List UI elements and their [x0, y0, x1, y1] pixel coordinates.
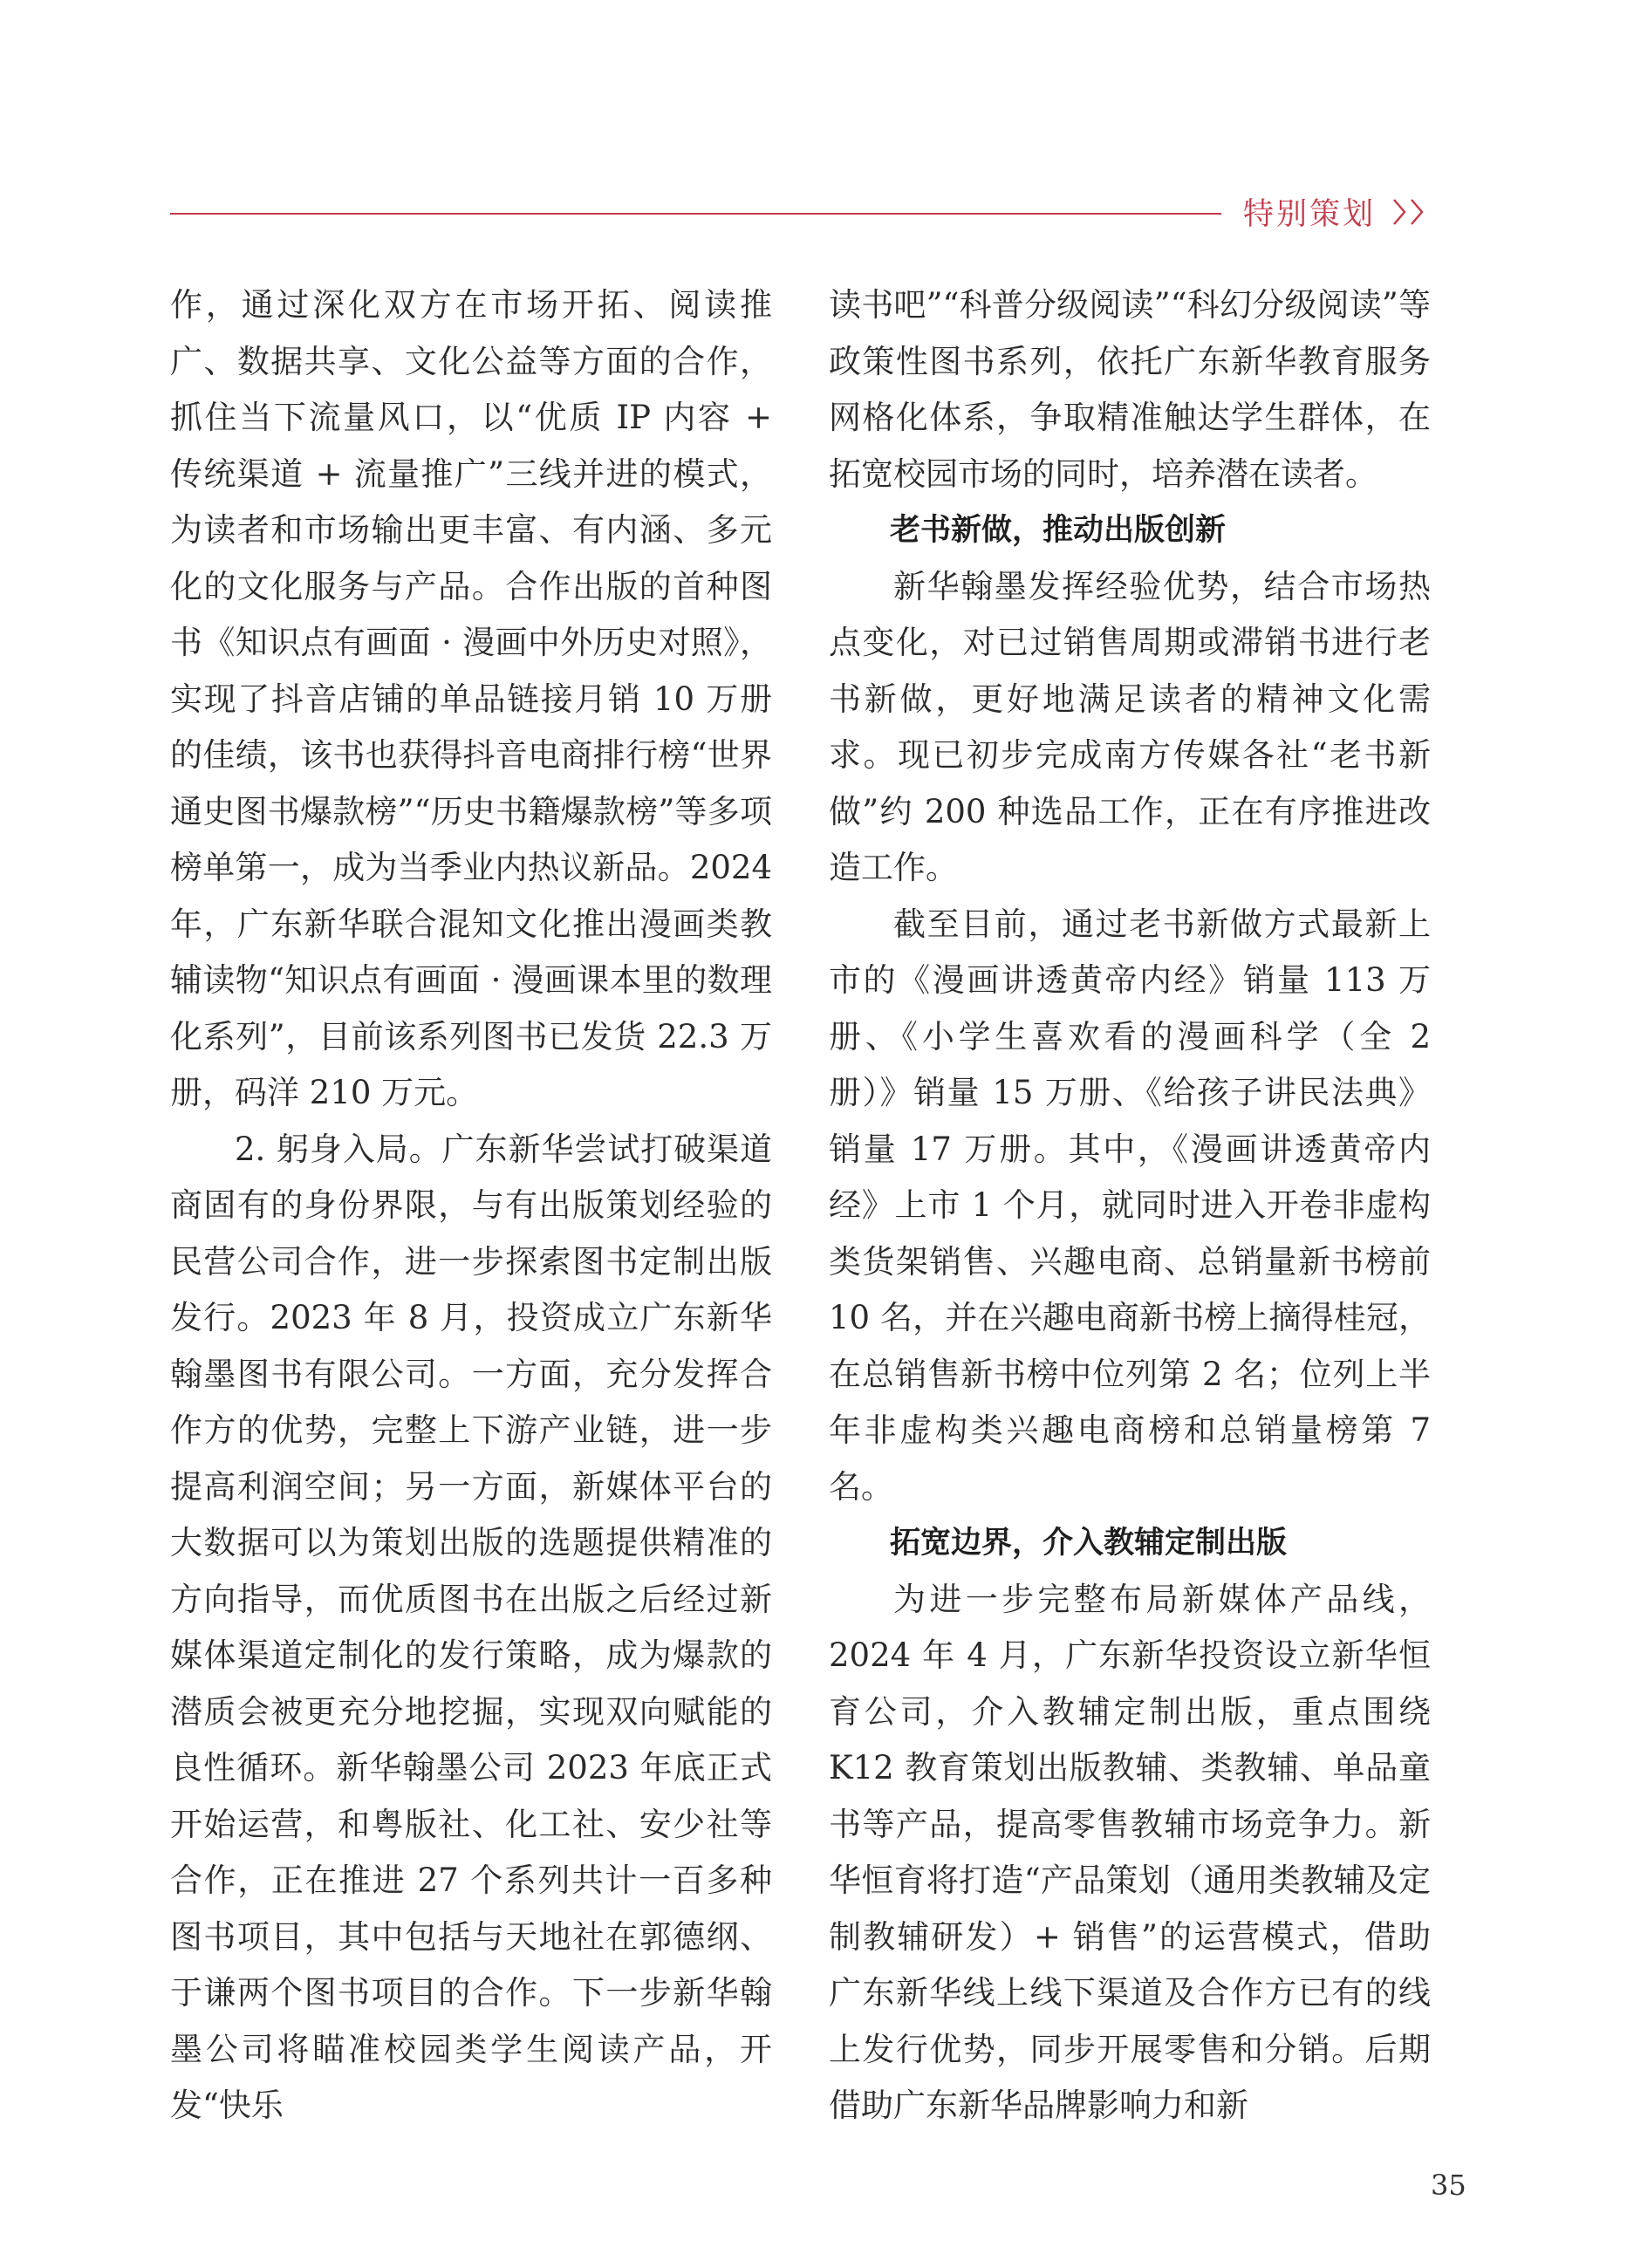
- header-rule: [170, 213, 1221, 215]
- left-column: [170, 277, 772, 2135]
- paragraph: 2. 躬身入局。广东新华尝试打破渠道商固有的身份界限，与有出版策划经验的民营公司合作，进一步探索图书定制出版发行。2023 年 8 月，投资成立广东新华翰墨图书有限公司。一方面，充分发挥合作方的优势，完整上下游产业链，进一步提高利润空间；另一方面，新媒体平台的大数据可以为策划出版的选题提供精准的方向指导，而优质图书在出版之后经过新媒体渠道定制化的发行策略，成为爆款的潜质会被更充分地挖掘，实现双向赋能的良性循环。新华翰墨公司 2023 年底正式开始运营，和粤版社、化工社、安少社等合作，正在推进 27 个系列共计一百多种图书项目，其中包括与天地社在郭德纲、于谦两个图书项目的合作。下一步新华翰墨公司将瞄准校园类学生阅读产品，开发“快乐: [170, 1130, 772, 2124]
- right-column: [829, 277, 1431, 2135]
- page-number: 35: [1431, 2169, 1466, 2202]
- subheading: 拓宽边界，介入教辅定制出版: [890, 1526, 1288, 1561]
- paragraph: 为进一步完整布局新媒体产品线，2024 年 4 月，广东新华投资设立新华恒育公司，介入教辅定制出版，重点围绕 K12 教育策划出版教辅、类教辅、单品童书等产品，提高零售教辅市场竞争力。新华恒育将打造“产品策划（通用类教辅及定制教辅研发）+ 销售”的运营模式，借助广东新华线上线下渠道及合作方已有的线上发行优势，同步开展零售和分销。后期借助广东新华品牌影响力和新: [829, 1580, 1431, 2124]
- paragraph: 作，通过深化双方在市场开拓、阅读推广、数据共享、文化公益等方面的合作，抓住当下流量风口，以“优质 IP 内容 + 传统渠道 + 流量推广”三线并进的模式，为读者和市场输出更丰富、有内涵、多元化的文化服务与产品。合作出版的首种图书《知识点有画面 · 漫画中外历史对照》，实现了抖音店铺的单品链接月销 10 万册的佳绩，该书也获得抖音电商排行榜“世界通史图书爆款榜”“历史书籍爆款榜”等多项榜单第一，成为当季业内热议新品。2024 年，广东新华联合混知文化推出漫画类教辅读物“知识点有画面 · 漫画课本里的数理化系列”，目前该系列图书已发货 22.3 万册，码洋 210 万元。: [170, 286, 772, 1111]
- paragraph: 读书吧”“科普分级阅读”“科幻分级阅读”等政策性图书系列，依托广东新华教育服务网格化体系，争取精准触达学生群体，在拓宽校园市场的同时，培养潜在读者。: [829, 286, 1431, 493]
- subheading: 老书新做，推动出版创新: [890, 513, 1227, 548]
- section-tag: [1243, 190, 1425, 234]
- double-chevron-right-icon: [1391, 197, 1425, 227]
- paragraph: 新华翰墨发挥经验优势，结合市场热点变化，对已过销售周期或滞销书进行老书新做，更好地满足读者的精神文化需求。现已初步完成南方传媒各社“老书新做”约 200 种选品工作，正在有序推进改造工作。: [829, 567, 1431, 886]
- paragraph: 截至目前，通过老书新做方式最新上市的《漫画讲透黄帝内经》销量 113 万册、《小学生喜欢看的漫画科学（全 2 册）》销量 15 万册、《给孩子讲民法典》销量 17 万册。其中，《漫画讲透黄帝内经》上市 1 个月，就同时进入开卷非虚构类货架销售、兴趣电商、总销量新书榜前 10 名，并在兴趣电商新书榜上摘得桂冠，在总销售新书榜中位列第 2 名；位列上半年非虚构类兴趣电商榜和总销量榜第 7 名。: [829, 905, 1431, 1506]
- section-title: 特别策划: [1243, 197, 1377, 232]
